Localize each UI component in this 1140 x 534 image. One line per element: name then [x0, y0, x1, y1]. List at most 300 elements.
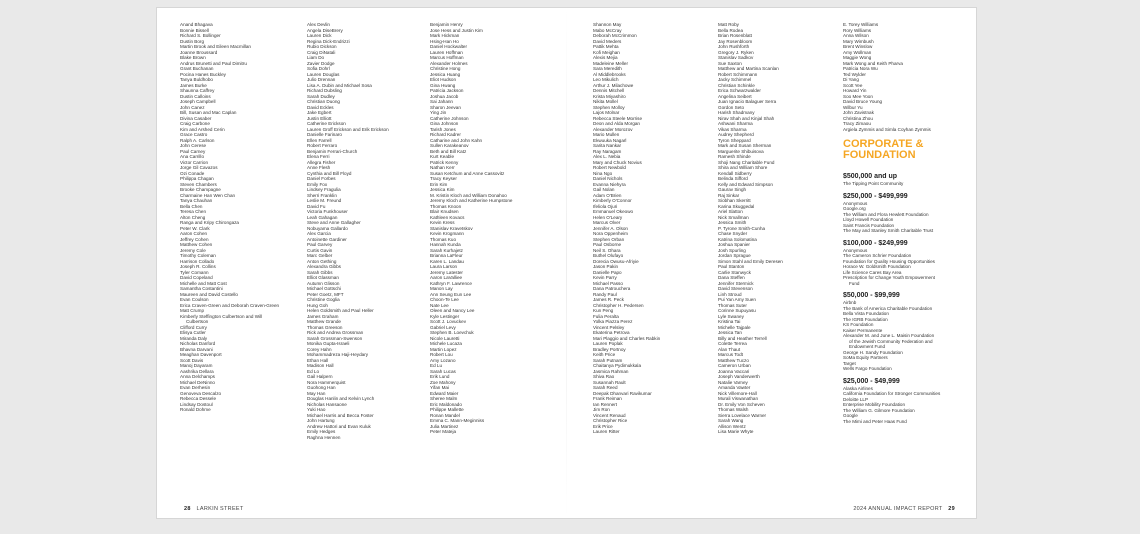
- donor-name: Lindsey Fragulia: [307, 187, 341, 192]
- donor-name: Nick Smallman: [718, 214, 749, 220]
- corporate-donor: Saint Francis Foundation: [843, 222, 895, 228]
- donor-name: Di Yang: [843, 77, 859, 82]
- donor-name: Leo Mikulich: [593, 77, 619, 82]
- donor-name: Matthew Cohen: [180, 242, 213, 247]
- donor-name: Wilbur Yu: [843, 104, 863, 110]
- donor-name: Bella Chen: [180, 203, 203, 209]
- donor-name: Sarita Nankar: [593, 143, 622, 148]
- donor-name: Kyle Lestinger: [430, 313, 460, 319]
- donor-name: Paul Garvey: [307, 242, 333, 247]
- donor-name: John Canez: [180, 104, 205, 110]
- donor-name: Erik Price: [593, 423, 613, 429]
- donor-name: Elliot Glassman: [307, 275, 339, 280]
- donor-name: Benjamin Ferrari-Church: [307, 148, 358, 154]
- donor-name: Catherine Johnson: [430, 115, 469, 121]
- donor-name: Yuki Hao: [307, 407, 326, 412]
- donor-name: Julio Drennan: [307, 77, 336, 82]
- donor-name: Lindsay Dostoul: [180, 401, 213, 407]
- donor-name: Madeleine Meller: [593, 60, 628, 66]
- donor-name: Bhavna Darvani: [180, 346, 213, 352]
- donor-name: Buthel Olufayo: [593, 253, 624, 258]
- donor-name: Sarah Wang: [718, 418, 744, 423]
- donor-name: Evan Derhesin: [180, 385, 211, 390]
- donor-name: Sarah Reed: [593, 385, 618, 390]
- donor-name: Pocina Hanes Buckley: [180, 71, 226, 77]
- donor-name: Dana Steffen: [718, 275, 745, 280]
- corporate-donor: Wells Fargo Foundation: [843, 366, 892, 371]
- donor-name: Cynthia and Bill Floyd: [307, 170, 352, 176]
- donor-name: Marcus Olver: [593, 220, 621, 225]
- donor-name: Amanda Vawter: [718, 385, 751, 390]
- donor-name: Manoj Dayaram: [180, 363, 213, 368]
- donor-name: Dennis Mitchell: [593, 88, 625, 93]
- report-spread: [157, 8, 976, 518]
- donor-name: Jeremy Kloch and Katherine Humpstone: [430, 198, 513, 203]
- donor-name: Allison Wentz: [718, 423, 746, 429]
- donor-name: Oleen and Nancy Lee: [430, 308, 475, 313]
- donor-name: Dorecia Owusu-Afriyie: [593, 258, 639, 264]
- donor-name: Tyler Comann: [180, 269, 209, 275]
- donor-name: Rebecca Steele Morrise: [593, 115, 643, 121]
- donor-name: Danielle Papo: [593, 269, 622, 275]
- donor-name: Robert Ferraro: [307, 143, 338, 148]
- donor-name: Jennifer Stermick: [718, 280, 754, 286]
- corporate-donor: Anonymous: [843, 247, 868, 253]
- donor-name: Sherri Franklin: [307, 192, 337, 198]
- donor-column-5: [718, 22, 836, 435]
- donor-name: John Rushforth: [718, 44, 750, 49]
- donor-name: Genoveva Descalzo: [180, 390, 222, 396]
- donor-name: Bill, Susan and Mac Caplan: [180, 110, 237, 115]
- donor-name: Sarah Dudley: [307, 93, 335, 99]
- donor-name: Murali Viswanathan: [718, 396, 759, 401]
- donor-name: Jacky Schimmel: [718, 77, 752, 82]
- donor-name: Arthur J. Milachowe: [593, 82, 634, 88]
- donor-name: Randy Paul: [593, 291, 617, 297]
- donor-name: Jeremy Latester: [430, 269, 463, 275]
- donor-name: Maggie Wong: [843, 55, 872, 60]
- footer-right: [853, 506, 959, 512]
- giving-tier-label: $500,000 and up: [843, 173, 898, 180]
- donor-name: Scott J. Lovuckev: [430, 319, 467, 324]
- donor-name: Marcus Hoffman: [430, 55, 464, 60]
- donor-name: Lisa A. Dubin and Michael Sosa: [307, 82, 372, 88]
- donor-name: Matthew Tuczo: [718, 357, 749, 363]
- donor-name: Evan Coulson: [180, 297, 209, 302]
- donor-name: Tarish Jones: [430, 126, 456, 132]
- donor-name: Beth and Bill Katz: [430, 148, 467, 154]
- corporate-donor: Bella Vista Foundation: [843, 311, 889, 316]
- donor-name: Rick and Andrea Grossman: [307, 330, 364, 335]
- donor-name: Edward Maier: [430, 390, 459, 396]
- donor-name: Manon Lay: [430, 286, 453, 291]
- donor-name: Mark Wong and Keith Pharva: [843, 60, 903, 66]
- donor-name: Joseph Vanderwerth: [718, 374, 760, 379]
- corporate-donor: Fund: [849, 280, 860, 286]
- donor-name: Danielle Farinaro: [307, 132, 342, 137]
- donor-name: Catharine and John Kahn: [430, 137, 483, 143]
- donor-name: Ethan Hall: [307, 357, 329, 363]
- donor-name: Shoji Nang Charitable Fund: [718, 159, 775, 165]
- donor-name: Daniel Forbes: [307, 176, 336, 181]
- donor-name: Ann Seung Eun Lee: [430, 291, 472, 297]
- donor-name: Michael Harris and Becca Foster: [307, 412, 374, 418]
- corporate-donor: Deloitte LLP: [843, 396, 869, 402]
- donor-name: Thomas Greeson: [307, 324, 343, 330]
- corporate-donor: The Cameron Schrier Foundation: [843, 253, 912, 258]
- donor-name: Paul Carney: [180, 148, 206, 154]
- donor-name: Lauren Ritter: [593, 429, 620, 434]
- donor-name: Robert Lou: [430, 352, 453, 357]
- corporate-foundation-heading: [843, 139, 961, 161]
- giving-tier-label: $100,000 - $249,999: [843, 239, 908, 247]
- donor-name: Rebecca Dessele: [180, 396, 217, 401]
- donor-name: Scott Yee: [843, 82, 863, 88]
- donor-name: Stephen B. Loevchuk: [430, 330, 474, 335]
- donor-name: Laura Larson: [430, 264, 458, 269]
- donor-name: Krista Miyashiro: [593, 93, 626, 99]
- donor-name: Joshua Jacob: [430, 93, 459, 99]
- donor-name: Ranga and Kripy Chirongaza: [180, 220, 239, 225]
- donor-name: Victoria Funkhouser: [307, 209, 348, 214]
- donor-name: Ian Rennert: [593, 401, 618, 407]
- donor-name: Gordon Seto: [718, 104, 745, 110]
- donor-name: Linh Stroud: [718, 291, 742, 297]
- donor-name: Pui Yan Amy Suen: [718, 297, 756, 302]
- donor-name: Dustin Calloins: [180, 93, 211, 99]
- donor-name: Dr. Emily Von Scheven: [718, 401, 765, 407]
- donor-name: Jason Pakin: [593, 264, 619, 269]
- donor-name: Ed Lo: [307, 368, 320, 374]
- page-number-right: 29: [948, 506, 955, 512]
- donor-name: Christopher Rice: [593, 418, 628, 423]
- donor-name: Tanya Buldhobo: [180, 77, 213, 82]
- donor-name: Keith Price: [593, 352, 616, 357]
- donor-name: Yolka Piazza Perez: [593, 319, 633, 324]
- donor-name: Siobhan Skerritt: [718, 198, 751, 203]
- donor-name: Clifford Curry: [180, 324, 207, 330]
- donor-name: Sarah Kurhajetz: [430, 247, 463, 253]
- donor-name: Philippa Chagan: [180, 176, 214, 181]
- donor-name: Deborah McCrimmon: [593, 33, 637, 38]
- donor-name: Jim Ron: [593, 407, 610, 412]
- corporate-donor: of the Jewish Community Federation and: [849, 338, 933, 344]
- donor-name: Rubio Dickson: [307, 44, 337, 49]
- donor-name: Mark and Susan Sherman: [718, 143, 772, 148]
- donor-column-2: [307, 22, 425, 440]
- corporate-donor: Google.org: [843, 206, 866, 211]
- donor-name: John Cerese: [180, 143, 207, 148]
- donor-name: Pattik Mehta: [593, 44, 619, 49]
- donor-name: Gabriel Levy: [430, 324, 456, 330]
- donor-name: Shira and William Shore: [718, 165, 768, 170]
- donor-name: Charmaine Han Wen Chan: [180, 192, 236, 198]
- donor-name: Andrus Brunetti and Paul Dimitru: [180, 60, 247, 66]
- donor-name: Catherine Erickson: [307, 121, 346, 126]
- donor-name: Matthew and Martina Scanlan: [718, 66, 779, 71]
- donor-name: Shannon May: [593, 22, 622, 27]
- donor-name: Lajos Molnar: [593, 110, 620, 115]
- corporate-donor: The William G. Gilmore Foundation: [843, 407, 915, 413]
- donor-name: Alex L. Nebia: [593, 154, 621, 159]
- corporate-donor: Alexander M. and June L. Maisin Foundation: [843, 333, 935, 338]
- donor-name: Lauren Poplak: [593, 341, 623, 346]
- donor-name: Douglas Hanlin and Kelvin Lynch: [307, 396, 375, 401]
- donor-name: Lauren Douglas: [307, 71, 340, 77]
- corporate-donor: Endowment Fund: [849, 344, 886, 349]
- donor-name: Maureen and David Costello: [180, 291, 238, 297]
- donor-name: Kevin Parry: [593, 275, 617, 280]
- donor-name: Elisya Cutler: [180, 330, 206, 335]
- donor-name: Christina Zhou: [843, 115, 873, 121]
- donor-name: Belinda Sifford: [718, 176, 748, 181]
- donor-name: Tanya Chauhan: [180, 198, 213, 203]
- donor-name: Sue Saxton: [718, 60, 742, 66]
- donor-name: Marc Gelber: [307, 253, 333, 258]
- donor-name: Matt Crump: [180, 308, 204, 313]
- org-name: LARKIN STREET: [196, 506, 244, 512]
- corporate-donor: California Foundation for Stronger Communities: [843, 391, 941, 396]
- donor-name: Sarah Putnam: [593, 357, 623, 363]
- corporate-donor: Alaska Airlines: [843, 385, 873, 391]
- donor-name: Nate Lee: [430, 302, 449, 308]
- donor-name: Kathleen Kovacs: [430, 214, 465, 220]
- donor-name: Juan Ignacio Balaguer Serra: [718, 99, 777, 104]
- donor-name: Michael Passo: [593, 280, 623, 286]
- corporate-donor: Prescription for Change Youth Empowerment: [843, 275, 935, 280]
- donor-name: Mabo McCray: [593, 27, 622, 33]
- donor-name: Vincent Renaud: [593, 412, 626, 418]
- donor-name: Sharon Jeevan: [430, 104, 461, 110]
- donor-name: Emily Hedges: [307, 429, 336, 434]
- donor-name: Mario Mullen: [593, 132, 620, 137]
- donor-name: Dana Patrouchera: [593, 286, 631, 291]
- corporate-heading-line1: CORPORATE &: [843, 139, 924, 150]
- donor-name: Joseph R. Collins: [180, 264, 216, 269]
- donor-name: Nobuyama Gallardo: [307, 225, 348, 231]
- donor-name: Marguerite Shibuisova: [718, 148, 764, 154]
- donor-name: Neil S. Ohara: [593, 247, 621, 253]
- donor-name: Kun Peng: [593, 308, 614, 313]
- donor-name: Ed Lu: [430, 363, 443, 368]
- donor-name: Alexandra Gibbs: [307, 264, 341, 269]
- donor-name: Argiela Zymmis and Simla Coyhan Zymmis: [843, 126, 931, 132]
- donor-name: Gina Johnson: [430, 121, 459, 126]
- donor-name: Christine Hong: [430, 66, 461, 71]
- donor-name: Daniel Nichols: [593, 176, 623, 181]
- donor-name: Tracy Zimaou: [843, 121, 871, 126]
- donor-name: Shiva Rao: [593, 374, 615, 379]
- donor-name: Bradley Portnoy: [593, 346, 626, 352]
- corporate-donor: Lloyd Howell Foundation: [843, 217, 894, 222]
- donor-name: Christopher H. Pedersen: [593, 302, 644, 308]
- donor-name: Michelle and Matt Cost: [180, 280, 227, 286]
- donor-name: Kevin Kress: [430, 220, 455, 225]
- donor-name: Eliot Hudson: [430, 77, 457, 82]
- corporate-donor: Target: [843, 360, 856, 366]
- donor-name: Carlie Stanwyck: [718, 269, 751, 275]
- donor-name: Lauren Hoffman: [430, 49, 463, 55]
- donor-name: Brent Winslow: [843, 44, 873, 49]
- donor-name: David Stevenson: [718, 286, 753, 291]
- donor-name: Kurt Keable: [430, 154, 455, 159]
- donor-name: Anna Wilson: [843, 33, 869, 38]
- donor-name: Erica Schwarzwalder: [718, 88, 761, 93]
- corporate-donor: Airbnb: [843, 300, 857, 305]
- donor-name: Fulia Peralta: [593, 313, 619, 319]
- donor-name: Blake Brown: [180, 55, 206, 60]
- donor-name: Mohammadreza Haji-Heydary: [307, 352, 369, 357]
- footer-left: [180, 506, 244, 512]
- giving-tiers: [843, 167, 961, 424]
- donor-name: Kathryn F. Lawrence: [430, 280, 472, 286]
- donor-name: Erin Kim: [430, 181, 448, 187]
- donor-name: Ifeliola Ojuri: [593, 203, 618, 209]
- donor-name: Thomas Knoon: [430, 203, 462, 209]
- donor-name: Jessica Kim: [430, 187, 455, 192]
- donor-name: Nathan Kerr: [430, 165, 455, 170]
- donor-name: Ying Jin: [430, 110, 447, 115]
- donor-name: Scott Davis: [180, 357, 204, 363]
- donor-name: Sarah Gibbs: [307, 269, 333, 275]
- donor-name: Thomas Walsh: [718, 407, 749, 412]
- donor-name: E. Torey Williams: [843, 22, 879, 27]
- page-number-left: 28: [184, 506, 191, 512]
- donor-name: Helen Goldsmith and Paul Heller: [307, 308, 374, 313]
- donor-name: Kelly and Edward Simpson: [718, 181, 773, 187]
- donor-name: Lyle Swaney: [718, 313, 744, 319]
- donor-name: Jeremy Cole: [180, 247, 206, 253]
- donor-name: Zavier Dodge: [307, 60, 335, 66]
- corporate-donor: The Tipping Point Community: [843, 181, 904, 186]
- donor-name: Frank Reiman: [593, 396, 622, 401]
- corporate-donor: SoMa Equity Partners: [843, 355, 888, 360]
- corporate-donor: The Bank of America Charitable Foundation: [843, 305, 933, 311]
- donor-name: Gina Hwang: [430, 82, 456, 88]
- donor-name: Philippe Mallette: [430, 407, 464, 412]
- donor-column-1: [180, 22, 298, 413]
- donor-name: Emma C. Mann-Meginniss: [430, 418, 485, 423]
- donor-name: David Bruce Young: [843, 99, 883, 104]
- donor-name: Yifan Mai: [430, 385, 449, 390]
- donor-name: Sullen Karakeanov: [430, 143, 469, 148]
- donor-name: May Han: [307, 390, 326, 396]
- donor-name: Tyron Sheppard: [718, 137, 751, 143]
- donor-name: Alex Devlin: [307, 22, 330, 27]
- donor-name: Jennifer A. Olson: [593, 225, 628, 231]
- donor-name: Martin Lopez: [430, 346, 457, 352]
- donor-column-4: [593, 22, 711, 435]
- donor-name: Joseph Campbell: [180, 99, 216, 104]
- donor-name: Kristina Tai: [718, 319, 741, 324]
- donor-name: Elena Ferri: [307, 154, 330, 159]
- donor-name: Victor Carrion: [180, 159, 208, 165]
- donor-name: Vincent Pelsley: [593, 324, 625, 330]
- donor-name: Alton Cheng: [180, 214, 206, 220]
- donor-name: Nina Ngo: [593, 170, 613, 176]
- donor-name: Raj Sinkar: [718, 192, 740, 198]
- donor-name: Rory Williams: [843, 27, 872, 33]
- donor-name: David Eckles: [307, 104, 334, 110]
- donor-name: Andrew Hattori and Evan Kuluk: [307, 423, 371, 429]
- donor-name: Alexander Holmes: [430, 60, 468, 66]
- donor-name: Aashrika Dellara: [180, 368, 214, 374]
- donor-name: Craig DiNatali: [307, 49, 336, 55]
- donor-name: Brian Rosenblatt: [718, 33, 752, 38]
- donor-name: Gail Nolan: [593, 187, 615, 192]
- donor-name: Regina Dick-Endrizzi: [307, 38, 350, 44]
- donor-name: Peter Goetz, MFT: [307, 291, 344, 297]
- donor-name: Hsing-Han Ho: [430, 38, 459, 44]
- corporate-donor: KS Foundation: [843, 322, 874, 327]
- donor-name: Robert Newbold: [593, 165, 626, 170]
- donor-name: Ozi Conade: [180, 170, 205, 176]
- donor-name: Helen O'Leary: [593, 214, 623, 220]
- donor-name: Evanna Niehyra: [593, 181, 626, 187]
- donor-name: Kendall Sidberry: [718, 170, 752, 176]
- report-title: 2024 ANNUAL IMPACT REPORT: [853, 506, 943, 512]
- donor-name: Joanne Broussard: [180, 49, 218, 55]
- donor-name: Julia Martinez: [430, 423, 459, 429]
- donor-name: Monika Gupta-Israeli: [307, 341, 350, 346]
- donor-name: Zoe Mahony: [430, 379, 456, 385]
- donor-name: Peter Mateja: [430, 429, 457, 434]
- donor-name: Choon-Te Lee: [430, 297, 459, 302]
- corporate-donor: Enterprise Mobility Foundation: [843, 402, 906, 407]
- donor-name: Paul Stanton: [718, 264, 745, 269]
- corporate-donor: Foundation for Quality Housing Opportunities: [843, 258, 935, 264]
- donor-name: Jordan Sprague: [718, 253, 751, 258]
- donor-name: Mary and Chuck Novius: [593, 159, 642, 165]
- donor-name: Autumn Glisson: [307, 280, 340, 286]
- corporate-donor: Google: [843, 413, 858, 418]
- donor-name: P. Tyrone Smith-Cunha: [718, 225, 766, 231]
- donor-name: Robert Schimmann: [718, 71, 758, 77]
- donor-name: Raghna Hennen: [307, 434, 341, 440]
- donor-name: Alan Thaut: [718, 346, 741, 352]
- donor-name: Adam O'Brien: [593, 192, 622, 198]
- donor-name: Kimberly O'Connor: [593, 198, 632, 203]
- donor-name: Leah Gahagan: [307, 214, 338, 220]
- donor-name: Colette Terrea: [718, 341, 747, 346]
- corporate-donor: Kaiser Permanente: [843, 327, 883, 333]
- donor-name: Anand Bhagava: [180, 22, 213, 27]
- donor-name: Lisa Marie Whyte: [718, 429, 754, 434]
- donor-name: Christian Schinkle: [718, 82, 755, 88]
- donor-name: Tracy Keyser: [430, 176, 457, 181]
- donor-name: Anton Gething: [307, 258, 337, 264]
- donor-name: Jorge Gil Cavazos: [180, 165, 218, 170]
- donor-name: Kimberly Steffington Culbertson and Will: [180, 313, 263, 319]
- donor-name: Bella Rodea: [718, 27, 744, 33]
- donor-name: Ana Carrillo: [180, 154, 204, 159]
- donor-name: Nick Villemore-Hall: [718, 390, 757, 396]
- donor-name: Chase Snyder: [718, 231, 748, 236]
- corporate-donor: Life Science Cares Bay Area: [843, 269, 902, 275]
- donor-name: Sheree Malm: [430, 396, 458, 401]
- corporate-donor: Anonymous: [843, 200, 868, 206]
- donor-name: Vikas Sharma: [718, 126, 747, 132]
- donor-name: Karina Skuggedal: [718, 203, 755, 209]
- giving-tier-label: $50,000 - $99,999: [843, 292, 900, 299]
- donor-name: Madison Hall: [307, 363, 334, 368]
- donor-name: Cameron Urban: [718, 363, 751, 368]
- donor-name: Shaunna Caffrey: [180, 88, 215, 93]
- donor-name: Jasmica Rahman: [593, 368, 629, 374]
- donor-name: Antoinette Gardiner: [307, 236, 347, 242]
- donor-name: Sara Meredith: [593, 66, 622, 71]
- donor-name: Timothy Coleman: [180, 253, 216, 258]
